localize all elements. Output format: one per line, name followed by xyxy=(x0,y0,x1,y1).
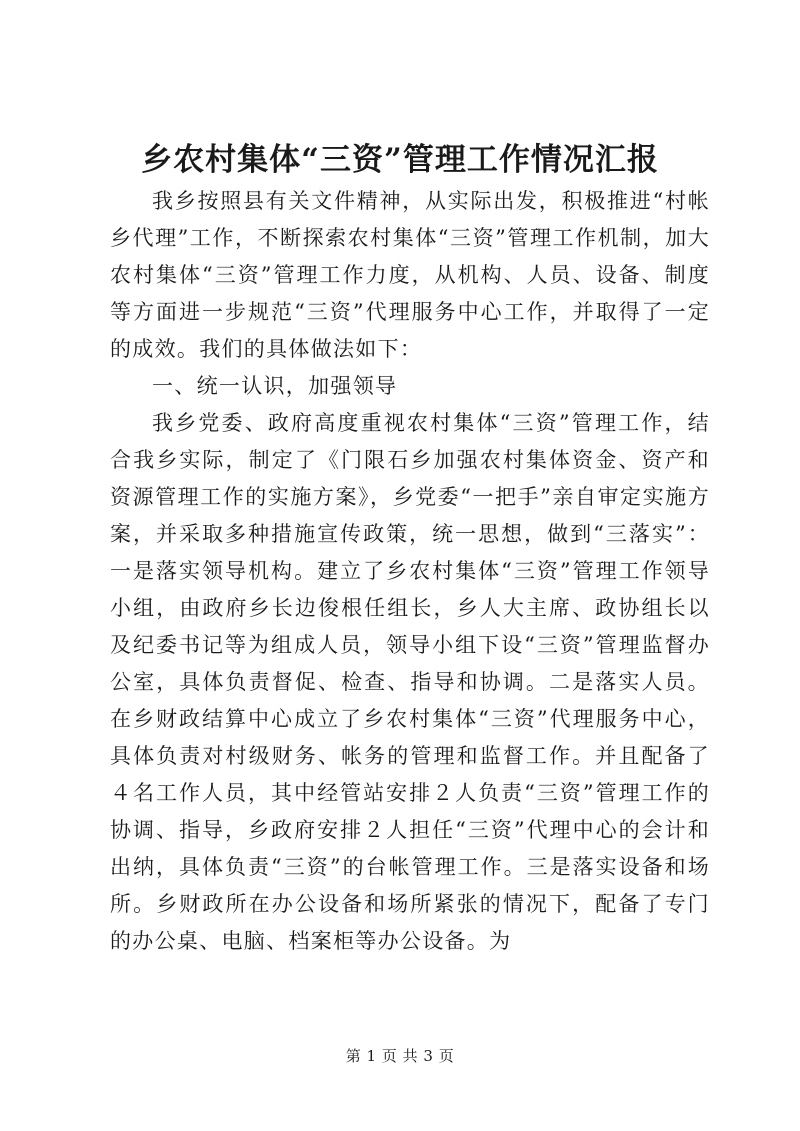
page-number-footer: 第 1 页 共 3 页 xyxy=(345,1047,455,1065)
body-paragraph: 我乡党委、政府高度重视农村集体“三资”管理工作，结合我乡实际，制定了《门限石乡加强农村集体资金、资产和资源管理工作的实施方案》，乡党委“一把手”亲自审定实施方案，并采取多种措施宣传政策，统一思想，做到“三落实”：一是落实领导机构。建立了乡农村集体“三资”管理工作领导小组，由政府乡长边俊根任组长，乡人大主席、政协组长以及纪委书记等为组成人员，领导小组下设“三资”管理监督办公室，具体负责督促、检查、指导和协调。二是落实人员。在乡财政结算中心成立了乡农村集体“三资”代理服务中心，具体负责对村级财务、帐务的管理和监督工作。并且配备了４名工作人员，其中经管站安排２人负责“三资”管理工作的协调、指导，乡政府安排２人担任“三资”代理中心的会计和出纳，具体负责“三资”的台帐管理工作。三是落实设备和场所。乡财政所在办公设备和场所紧张的情况下，配备了专门的办公桌、电脑、档案柜等办公设备。为 xyxy=(110,411,710,953)
section-heading: 一、统一认识，加强领导 xyxy=(152,374,398,398)
document-body xyxy=(110,183,710,960)
intro-paragraph: 我乡按照县有关文件精神，从实际出发，积极推进“村帐乡代理”工作，不断探索农村集体“三资”管理工作机制，加大农村集体“三资”管理工作力度，从机构、人员、设备、制度等方面进一步规范“三资”代理服务中心工作，并取得了一定的成效。我们的具体做法如下： xyxy=(110,189,710,361)
document-title: 乡农村集体“三资”管理工作情况汇报 xyxy=(141,142,659,178)
